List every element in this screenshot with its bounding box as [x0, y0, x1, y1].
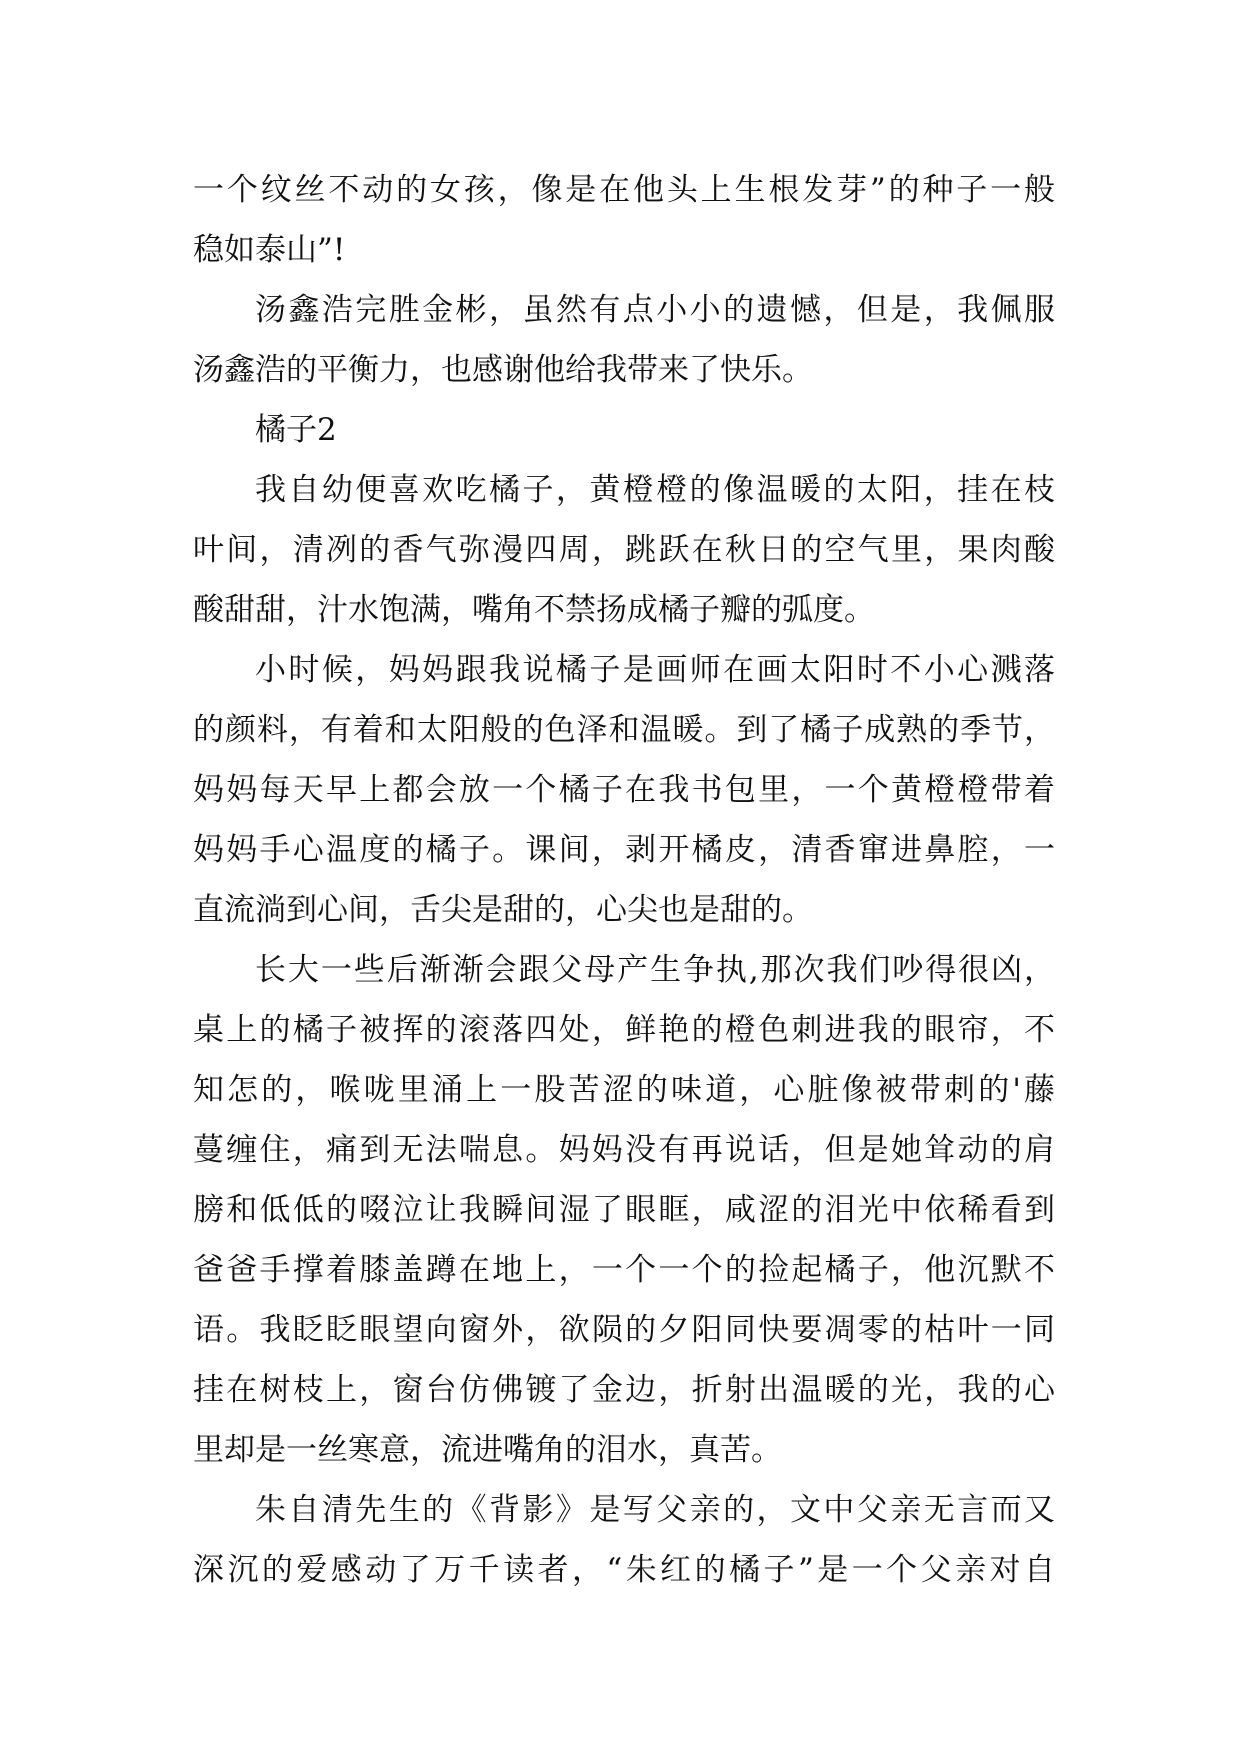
section-heading [193, 400, 1055, 460]
text-line: 酸甜甜，汁水饱满，嘴角不禁扬成橘子瓣的弧度。 [193, 592, 875, 628]
text-line: 语。我眨眨眼望向窗外，欲陨的夕阳同快要凋零的枯叶一同 [193, 1312, 1055, 1348]
text-line: 一个纹丝不动的女孩，像是在他头上生根发芽”的种子一般 [193, 172, 1055, 208]
text-line: 的颜料，有着和太阳般的色泽和温暖。到了橘子成熟的季节， [193, 712, 1055, 748]
paragraph [193, 280, 1055, 400]
text-line: 知怎的，喉咙里涌上一股苦涩的味道，心脏像被带刺的'藤 [193, 1072, 1055, 1108]
body-text [193, 160, 1055, 1600]
text-line: 汤鑫浩的平衡力，也感谢他给我带来了快乐。 [193, 352, 813, 388]
text-line: 挂在树枝上，窗台仿佛镀了金边，折射出温暖的光，我的心 [193, 1372, 1055, 1408]
text-line: 小时候，妈妈跟我说橘子是画师在画太阳时不小心溅落 [255, 652, 1055, 688]
paragraph [193, 1480, 1055, 1600]
text-line: 直流淌到心间，舌尖是甜的，心尖也是甜的。 [193, 892, 813, 928]
text-line: 叶间，清冽的香气弥漫四周，跳跃在秋日的空气里，果肉酸 [193, 532, 1055, 568]
text-line: 爸爸手撑着膝盖蹲在地上，一个一个的捡起橘子，他沉默不 [193, 1252, 1055, 1288]
paragraph [193, 940, 1055, 1480]
text-line: 膀和低低的啜泣让我瞬间湿了眼眶，咸涩的泪光中依稀看到 [193, 1192, 1055, 1228]
text-line: 我自幼便喜欢吃橘子，黄橙橙的像温暖的太阳，挂在枝 [255, 472, 1055, 508]
text-line: 妈妈每天早上都会放一个橘子在我书包里，一个黄橙橙带着 [193, 772, 1055, 808]
text-line: 桌上的橘子被挥的滚落四处，鲜艳的橙色刺进我的眼帘，不 [193, 1012, 1055, 1048]
paragraph [193, 460, 1055, 640]
text-line: 长大一些后渐渐会跟父母产生争执,那次我们吵得很凶， [255, 952, 1055, 988]
text-line: 朱自清先生的《背影》是写父亲的，文中父亲无言而又 [255, 1492, 1055, 1528]
text-line: 稳如泰山”! [193, 232, 346, 268]
text-line: 蔓缠住，痛到无法喘息。妈妈没有再说话，但是她耸动的肩 [193, 1132, 1055, 1168]
text-line: 里却是一丝寒意，流进嘴角的泪水，真苦。 [193, 1432, 782, 1468]
text-line: 汤鑫浩完胜金彬，虽然有点小小的遗憾，但是，我佩服 [255, 292, 1055, 328]
text-line: 妈妈手心温度的橘子。课间，剥开橘皮，清香窜进鼻腔，一 [193, 832, 1055, 868]
paragraph [193, 160, 1055, 280]
heading-text: 橘子2 [255, 412, 337, 448]
text-line: 深沉的爱感动了万千读者，“朱红的橘子”是一个父亲对自 [193, 1552, 1055, 1588]
paragraph [193, 640, 1055, 940]
